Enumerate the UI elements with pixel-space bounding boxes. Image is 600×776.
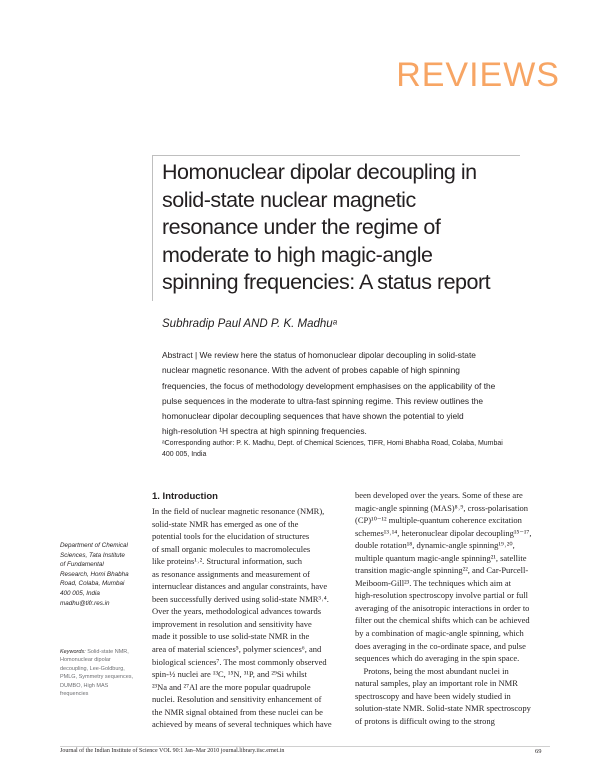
body-line: averaging of the anisotropic interactions in order to [355, 602, 530, 613]
body-line: transition magic-angle spinning²², and Car-Purcell- [355, 565, 529, 576]
affiliation-line: 400 005, India [60, 589, 100, 597]
title-line: spinning frequencies: A status report [162, 270, 491, 294]
body-line: made it possible to use solid-state NMR in the [152, 631, 310, 642]
body-line: ²³Na and ²⁷Al are the more popular quadrupole [152, 681, 311, 692]
keyword-line: Solid-state NMR, [85, 649, 129, 655]
corresponding-author-note [162, 438, 534, 460]
affiliation-email: madhu@tifr.res.in [60, 599, 110, 607]
title-rule-vertical [152, 155, 153, 301]
body-line: spin-½ nuclei are ¹³C, ¹⁵N, ³¹P, and ²⁹Si whilst [152, 669, 307, 680]
body-line: the NMR signal obtained from these nuclei can be [152, 706, 323, 717]
body-line: internuclear distances and angular constraints, have [152, 581, 328, 592]
body-line: as resonance assignments and measurement of [152, 568, 310, 579]
keyword-line: Homonuclear dipolar [60, 657, 111, 664]
keyword-line: decoupling, Lee-Goldburg, [60, 665, 125, 672]
body-line: double rotation¹⁸, dynamic-angle spinning¹⁹˒²⁰, [355, 540, 515, 551]
footnote-line: 400 005, India [162, 451, 207, 458]
body-line: improvement in resolution and sensitivity have [152, 618, 312, 629]
body-line: Protons, being the most abundant nuclei in [355, 665, 509, 676]
keyword-line: PMLG, Symmetry sequences, [60, 674, 134, 681]
body-line: of small organic molecules to macromolecules [152, 543, 311, 554]
keyword-line: DUMBO, High MAS [60, 682, 109, 689]
body-line: Over the years, methodological advances towards [152, 606, 321, 617]
body-column-right [355, 489, 549, 727]
footer-rule [60, 746, 550, 747]
section-heading: 1. Introduction [152, 491, 218, 502]
body-line: like proteins¹˒². Structural information, such [152, 556, 303, 567]
author-affiliation [60, 541, 144, 608]
abstract-line: high-resolution ¹H spectra at high spinning frequencies. [162, 426, 367, 437]
keyword-line: frequencies [60, 691, 89, 698]
affiliation-line: Department of Chemical [60, 542, 128, 549]
page-number: 69 [535, 748, 542, 755]
body-line: spectroscopy and have been widely studied in [355, 690, 511, 701]
body-line: sequences which do averaging in the spin space. [355, 653, 520, 664]
body-line: multiple quantum magic-angle spinning²¹, satellite [355, 552, 527, 563]
body-line: (CP)¹⁰⁻¹² multiple-quantum coherence excitation [355, 515, 522, 526]
body-line: natural samples, play an important role in NMR [355, 678, 518, 689]
body-line: high-resolution spectroscopy involve partial or full [355, 590, 529, 601]
body-line: by a combination of magic-angle spinning, which [355, 628, 524, 639]
body-line: been developed over the years. Some of these are [355, 490, 523, 500]
keywords-first-line [60, 648, 144, 656]
abstract-line: Abstract | We review here the status of homonuclear dipolar decoupling in solid-state [162, 350, 476, 360]
footnote-line: ᵃCorresponding author: P. K. Madhu, Dept. of Chemical Sciences, TIFR, Homi Bhabha Road, Colaba, Mumbai [162, 440, 503, 447]
abstract-line: homonuclear dipolar decoupling sequences that have shown the potential to yield [162, 411, 464, 422]
body-column-left [152, 490, 346, 731]
abstract-line: frequencies, the focus of methodology development emphasises on the applicability of the [162, 380, 496, 391]
body-line: biological sciences⁷. The most commonly observed [152, 656, 327, 667]
body-line: filter out the chemical shifts which can be achieved [355, 615, 530, 626]
body-line: solution-state NMR. Solid-state NMR spectroscopy [355, 703, 531, 714]
affiliation-line: Road, Colaba, Mumbai [60, 580, 125, 588]
body-line: solid-state NMR has emerged as one of the [152, 518, 299, 529]
body-line: of protons is difficult owing to the strong [355, 715, 495, 726]
abstract [162, 348, 534, 440]
keywords-label: Keywords: [60, 649, 86, 655]
affiliation-line: Research, Homi Bhabha [60, 570, 129, 578]
title-line: solid-state nuclear magnetic [162, 187, 416, 212]
section-label: REVIEWS [396, 56, 560, 94]
body-line: Meiboom-Gill²³. The techniques which aim at [355, 577, 512, 588]
title-rule-horizontal [152, 155, 520, 156]
body-line: been successfully derived using solid-state NMR³˒⁴. [152, 593, 329, 604]
authors: Subhradip Paul AND P. K. Madhuᵃ [162, 318, 337, 330]
abstract-line: pulse sequences in the moderate to ultra-fast spinning regime. This review outlines the [162, 395, 484, 406]
affiliation-line: of Fundamental [60, 561, 104, 569]
keywords [60, 648, 144, 698]
body-line: In the field of nuclear magnetic resonance (NMR), [152, 506, 325, 516]
affiliation-line: Sciences, Tata Institute [60, 551, 125, 559]
body-line: schemes¹³˒¹⁴, heteronuclear dipolar decoupling¹⁵⁻¹⁷, [355, 527, 532, 538]
body-line: achieved by means of several techniques which have [152, 719, 332, 730]
abstract-line: nuclear magnetic resonance. With the advent of probes capable of high spinning [162, 365, 460, 376]
title-line: moderate to high magic-angle [162, 242, 433, 267]
body-line: potential tools for the elucidation of structures [152, 531, 310, 542]
body-line: magic-angle spinning (MAS)⁸˒⁹, cross-polarisation [355, 502, 529, 513]
journal-footer: Journal of the Indian Institute of Science VOL 90:1 Jan–Mar 2010 journal.library.iisc.ernet.in [60, 748, 285, 754]
title-line: Homonuclear dipolar decoupling in [162, 160, 477, 184]
article-title [162, 159, 542, 297]
body-line: nuclei. Resolution and sensitivity enhancement of [152, 694, 322, 705]
body-line: does averaging in the co-ordinate space, and pulse [355, 640, 526, 651]
body-line: area of material sciences⁵, polymer sciences⁶, and [152, 644, 322, 655]
title-line: resonance under the regime of [162, 215, 441, 239]
